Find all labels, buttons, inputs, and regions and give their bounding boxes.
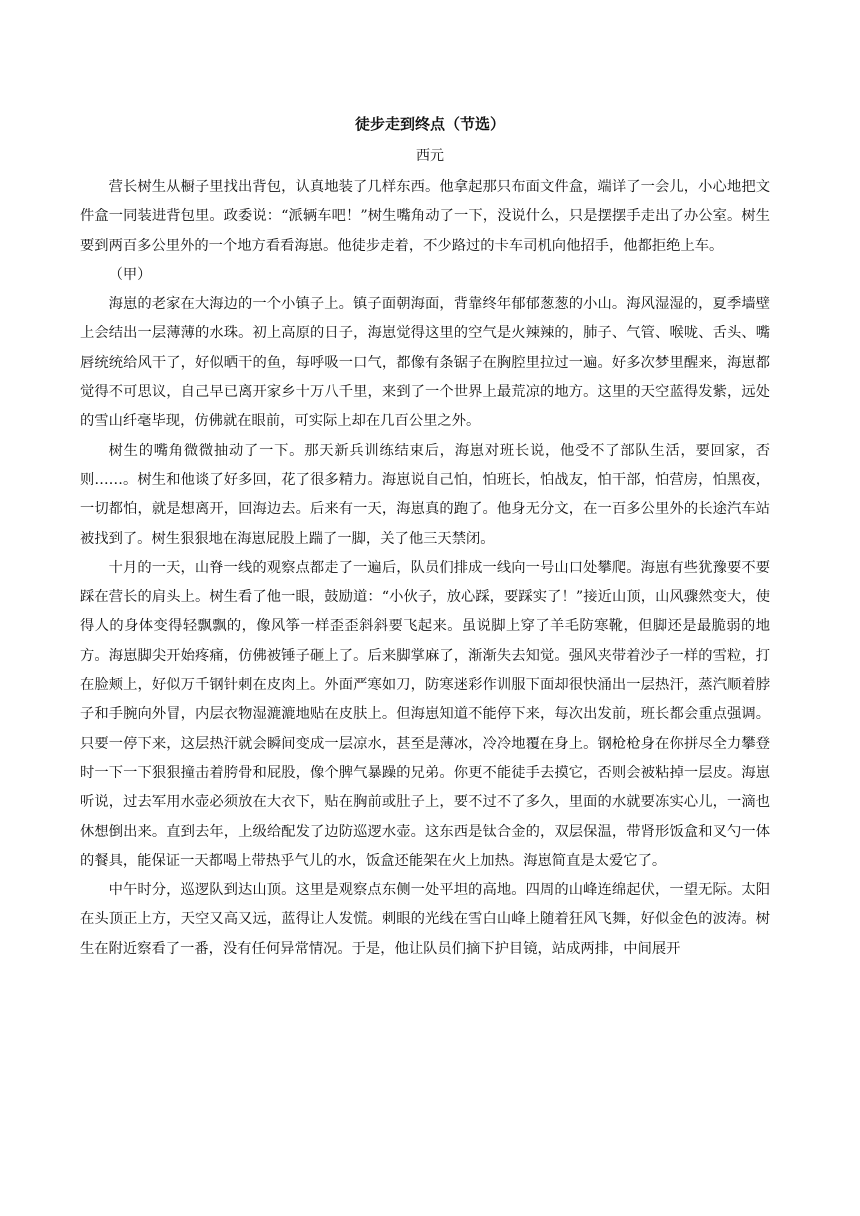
paragraph: 十月的一天，山脊一线的观察点都走了一遍后，队员们排成一线向一号山口处攀爬。海崽有些犹豫要不要踩在营长的肩头上。树生看了他一眼，鼓励道：“小伙子，放心踩，要踩实了！”接近山顶，山风骤然变大，使得人的身体变得轻飘飘的，像风筝一样歪歪斜斜要飞起来。虽说脚上穿了羊毛防寒靴，但脚还是最脆弱的地方。海崽脚尖开始疼痛，仿佛被锤子砸上了。后来脚掌麻了，渐渐失去知觉。强风夹带着沙子一样的雪粒，打在脸颊上，好似万千钢针刺在皮肉上。外面严寒如刀，防寒迷彩作训服下面却很快涌出一层热汗，蒸汽顺着脖子和手腕向外冒，内层衣物湿漉漉地贴在皮肤上。但海崽知道不能停下来，每次出发前，班长都会重点强调。只要一停下来，这层热汗就会瞬间变成一层凉水，甚至是薄冰，冷冷地覆在身上。钢枪枪身在你拼尽全力攀登时一下一下狠狠撞击着胯骨和屁股，像个脾气暴躁的兄弟。你更不能徒手去摸它，否则会被粘掉一层皮。海崽听说，过去军用水壶必须放在大衣下，贴在胸前或肚子上，要不过不了多久，里面的水就要冻实心儿，一滴也休想倒出来。直到去年，上级给配发了边防巡逻水壶。这东西是钛合金的，双层保温，带肾形饭盒和叉勺一体的餐具，能保证一天都喝上带热乎气儿的水，饭盒还能架在火上加热。海崽简直是太爱它了。 [80,559,770,869]
paragraph: 中午时分，巡逻队到达山顶。这里是观察点东侧一处平坦的高地。四周的山峰连绵起伏，一望无际。太阳在头顶正上方，天空又高又远，蓝得让人发慌。刺眼的光线在雪白山峰上随着狂风飞舞，好似金色的波涛。树生在附近察看了一番，没有任何异常情况。于是，他让队员们摘下护目镜，站成两排，中间展开 [80,882,770,957]
article-author: 西元 [416,148,444,164]
section-marker: （甲） [108,266,152,283]
article-title: 徒步走到终点（节选） [354,115,505,133]
paragraph: 营长树生从橱子里找出背包，认真地装了几样东西。他拿起那只布面文件盒，端详了一会儿，小心地把文件盒一同装进背包里。政委说：“派辆车吧！”树生嘴角动了一下，没说什么，只是摆摆手走出了办公室。树生要到两百多公里外的一个地方看看海崽。他徒步走着，不少路过的卡车司机向他招手，他都拒绝上车。 [80,179,770,254]
article-body [80,173,770,964]
paragraph: 海崽的老家在大海边的一个小镇子上。镇子面朝海面，背靠终年郁郁葱葱的小山。海风湿湿的，夏季墙壁上会结出一层薄薄的水珠。初上高原的日子，海崽觉得这里的空气是火辣辣的，肺子、气管、喉咙、舌头、嘴唇统统给风干了，好似晒干的鱼，每呼吸一口气，都像有条锯子在胸腔里拉过一遍。好多次梦里醒来，海崽都觉得不可思议，自己早已离开家乡十万八千里，来到了一个世界上最荒凉的地方。这里的天空蓝得发紫，远处的雪山纤毫毕现，仿佛就在眼前，可实际上却在几百公里之外。 [80,296,770,430]
paragraph: 树生的嘴角微微抽动了一下。那天新兵训练结束后，海崽对班长说，他受不了部队生活，要回家，否则……。树生和他谈了好多回，花了很多精力。海崽说自己怕，怕班长，怕战友，怕干部，怕营房，怕黑夜，一切都怕，就是想离开，回海边去。后来有一天，海崽真的跑了。他身无分文，在一百多公里外的长途汽车站被找到了。树生狠狠地在海崽屁股上踹了一脚，关了他三天禁闭。 [80,442,770,547]
